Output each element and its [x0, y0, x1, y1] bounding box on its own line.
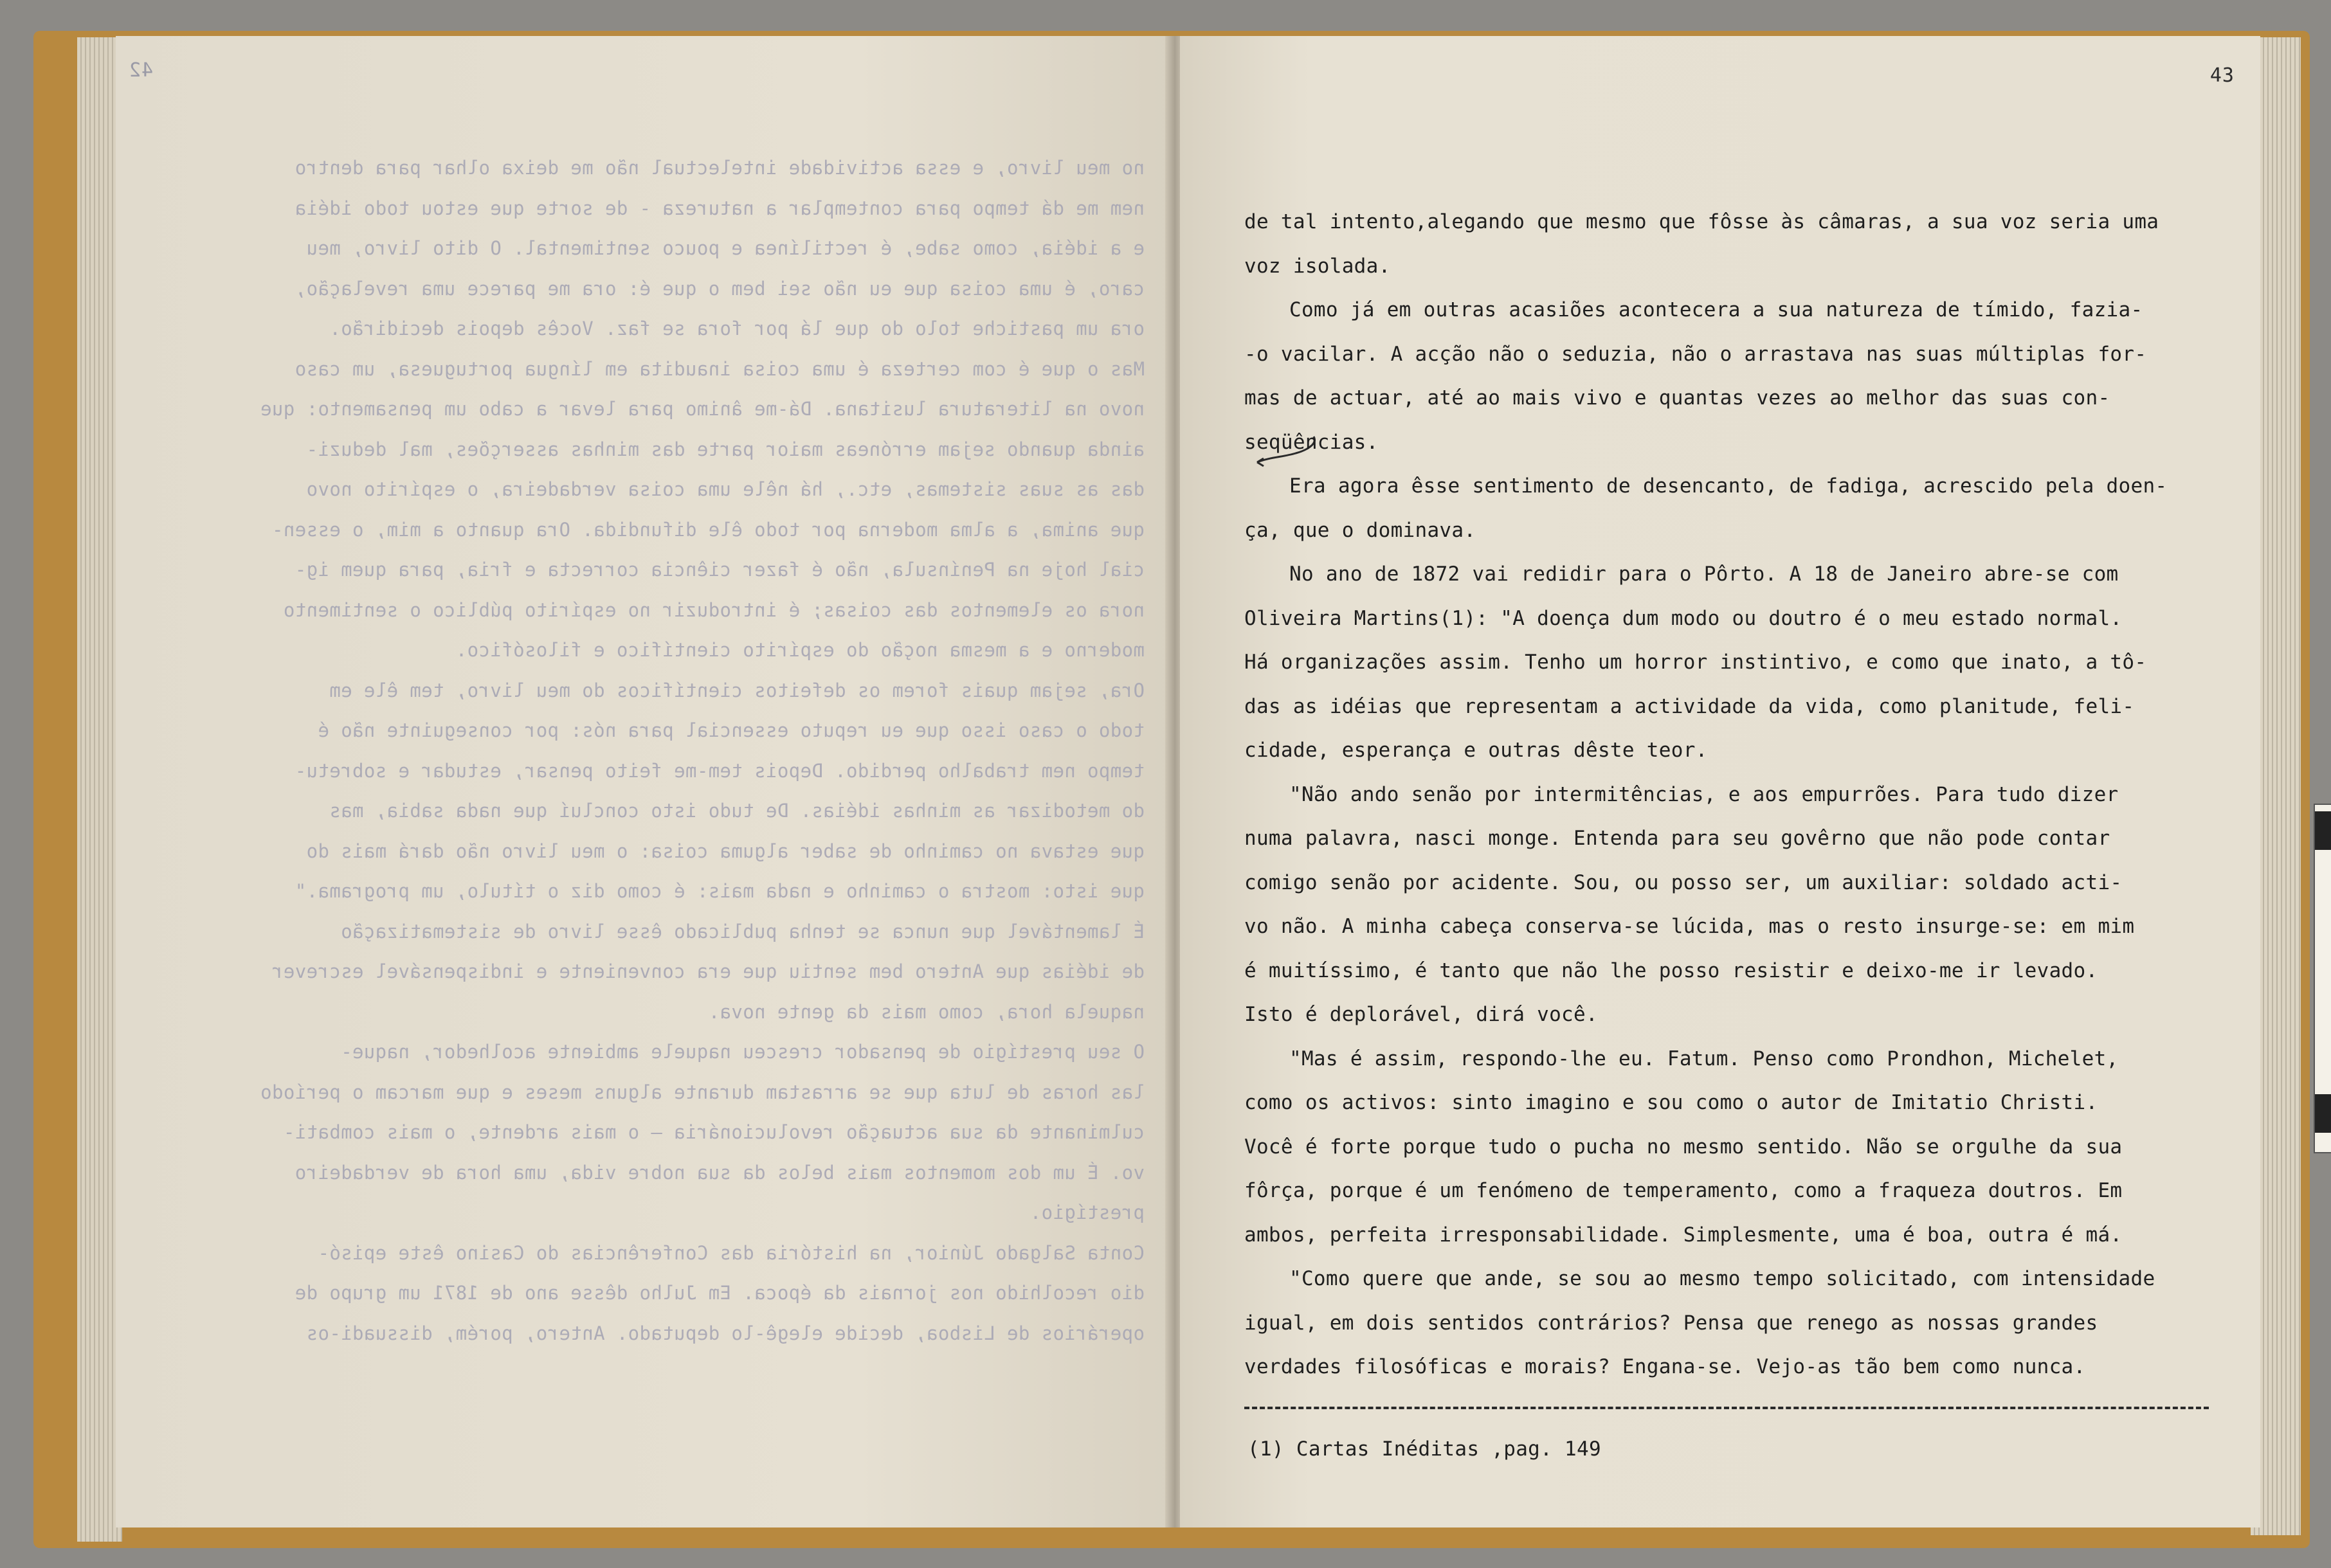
paragraph	[1244, 773, 2247, 1037]
bleed-through-line: prestígio.	[1029, 1202, 1145, 1223]
text-line: Era agora êsse sentimento de desencanto, de fadiga, acrescido pela doen-	[1289, 474, 2168, 498]
paragraph	[1244, 552, 2247, 773]
bleed-through-line: moderno e a mesma noção do espírito científico e filosófico.	[455, 639, 1145, 661]
text-line: mas de actuar, até ao mais vivo e quantas vezes ao melhor das suas con-	[1244, 386, 2110, 410]
bleed-through-line: vo. É um dos momentos mais belos da sua nobre vida, uma hora de verdadeiro	[295, 1161, 1145, 1184]
bleed-through-line: Ora, sejam quais forem os defeitos científicos do meu livro, tem êle em	[329, 679, 1145, 701]
text-line: "Como quere que ande, se sou ao mesmo tempo solicitado, com intensidade	[1289, 1267, 2155, 1290]
bleed-through-line: dio recolhido nos jornais da época. Em Julho dêsse ano de 1871 um grupo de	[295, 1282, 1145, 1304]
right-page-number: 43	[2209, 64, 2235, 87]
text-line: cidade, esperança e outras dêste teor.	[1244, 739, 1708, 762]
paragraph	[1244, 1037, 2247, 1257]
bleed-through-line: ora um pastiche tolo do que lá por fora se faz. Vocês depois decidirão.	[329, 318, 1145, 339]
text-line: -o vacilar. A acção não o seduzia, não o arrastava nas suas múltiplas for-	[1244, 342, 2147, 366]
bleed-through-line: nora os elementos das coisas; é introduzir no espírito público o sentimento	[283, 599, 1145, 621]
text-line: Você é forte porque tudo o pucha no mesmo sentido. Não se orgulhe da sua	[1244, 1135, 2123, 1158]
bleed-through-line: culminante da sua actuação revolucionária — o mais ardente, o mais combati-	[283, 1121, 1145, 1143]
bleed-through-line: no meu livro, e essa actividade intelectual não me deixa olhar para dentro	[295, 157, 1145, 179]
text-line: numa palavra, nasci monge. Entenda para seu govêrno que não pode contar	[1244, 827, 2110, 850]
bleed-through-line: das as suas sistemas, etc., há nêle uma coisa verdadeira, o espírito novo	[306, 478, 1145, 500]
paragraph	[1244, 200, 2247, 288]
bleed-through-line: ainda quando sejam erróneas maior parte das minhas asserções, mal deduzi-	[306, 438, 1145, 460]
text-line: Oliveira Martins(1): "A doença dum modo ou doutro é o meu estado normal.	[1244, 606, 2123, 630]
bleed-through-line: nem me dá tempo para contemplar a natureza - de sorte que estou todo idéia	[295, 197, 1145, 219]
bleed-through-line: naquela hora, como mais da gente nova.	[708, 1000, 1145, 1023]
footnote-divider	[1244, 1407, 2209, 1409]
bleed-through-line: las horas de luta que se arrastam durante alguns meses e que marcam o período	[260, 1081, 1145, 1103]
bleed-through-line: que estava no caminho de saber alguma coisa: o meu livro não dará mais do	[306, 840, 1145, 862]
text-line: vo não. A minha cabeça conserva-se lúcida, mas o resto insurge-se: em mim	[1244, 915, 2135, 938]
text-line: ambos, perfeita irresponsabilidade. Simplesmente, uma é boa, outra é má.	[1244, 1223, 2123, 1247]
bleed-through-line: cial hoje na Península, não é fazer ciência correcta e fria, para quem ig-	[295, 559, 1145, 581]
bleed-through-line: do metodizar as minhas idéias. De tudo isto concluí que nada sabia, mas	[329, 800, 1145, 822]
bleed-through-line: que isto: mostra o caminho e nada mais: é como diz o título, um programa."	[295, 880, 1145, 902]
paragraph	[1244, 288, 2247, 464]
bleed-through-line: caro, é uma coisa que eu não sei bem o que é: ora me parece uma revelação,	[295, 277, 1145, 300]
text-line: seqüências.	[1244, 430, 1379, 454]
bleed-through-line: todo o caso isso que eu reputo essencial para nós: por conseguinte não é	[318, 719, 1145, 741]
text-line: de tal intento,alegando que mesmo que fôsse às câmaras, a sua voz seria uma	[1244, 210, 2159, 233]
text-line: das as idéias que representam a actividade da vida, como planitude, feli-	[1244, 694, 2135, 718]
text-line: Isto é deplorável, dirá você.	[1244, 1003, 1598, 1026]
bleed-through-text	[135, 157, 1145, 1362]
text-line: comigo senão por acidente. Sou, ou posso ser, um auxiliar: soldado acti-	[1244, 870, 2123, 894]
text-line: como os activos: sinto imagino e sou como o autor de Imitatio Christi.	[1244, 1091, 2098, 1114]
paragraph	[1244, 1257, 2247, 1389]
bleed-through-line: É lamentável que nunca se tenha publicado êsse livro de sistematização	[340, 920, 1145, 942]
text-line: "Não ando senão por intermitências, e aos empurrões. Para tudo dizer	[1289, 782, 2119, 806]
text-line: fôrça, porque é um fenómeno de temperamento, como a fraqueza doutros. Em	[1244, 1179, 2123, 1202]
text-line: No ano de 1872 vai redidir para o Pôrto. A 18 de Janeiro abre-se com	[1289, 563, 2119, 586]
text-line: "Mas é assim, respondo-lhe eu. Fatum. Penso como Prondhon, Michelet,	[1289, 1047, 2119, 1070]
color-calibration-strip	[2314, 804, 2331, 1153]
bleed-through-line: novo na literatura lusitana. Dá-me ânimo para levar a cabo um pensamento: que	[260, 398, 1145, 420]
bleed-through-line: O seu prestígio de pensador cresceu naquele ambiente acolhedor, naque-	[340, 1041, 1145, 1063]
text-line: voz isolada.	[1244, 254, 1391, 278]
text-line: é muitíssimo, é tanto que não lhe posso resistir e deixo-me ir levado.	[1244, 959, 2098, 982]
text-line: Há organizações assim. Tenho um horror instintivo, e como que inato, a tô-	[1244, 651, 2147, 674]
left-page-number: 42	[129, 59, 154, 82]
bleed-through-line: Conta Salgado Júnior, na história das Conferências do Casino êste episó-	[318, 1241, 1145, 1264]
bleed-through-line: Mas o que é com certeza é uma coisa inaudita em língua portuguesa, um caso	[295, 357, 1145, 380]
text-line: ça, que o dominava.	[1244, 518, 1476, 542]
left-page	[116, 36, 1170, 1527]
bleed-through-line: de idéias que Antero bem sentiu que era conveniente e indispensável escrever	[271, 960, 1145, 982]
bleed-through-line: tempo nem trabalho perdido. Depois tem-me feito pensar, estudar e sobretu-	[295, 759, 1145, 782]
text-line: Como já em outras acasiões acontecera a sua natureza de tímido, fazia-	[1289, 298, 2143, 321]
bleed-through-line: que anima, a alma moderna por todo êle difundida. Ora quanto a mim, o essen-	[271, 518, 1145, 541]
text-line: verdades filosóficas e morais? Engana-se. Vejo-as tão bem como nunca.	[1244, 1355, 2086, 1378]
right-page	[1180, 36, 2260, 1527]
paragraph	[1244, 464, 2247, 552]
main-text	[1244, 200, 2247, 1389]
bleed-through-line: operários de Lisboa, decide elegê-lo deputado. Antero, porém, dissuadi-os	[306, 1322, 1145, 1344]
footnote: (1) Cartas Inéditas ,pag. 149	[1247, 1437, 1601, 1461]
bleed-through-line: e a idéia, como sabe, é rectilínea e pouco sentimental. O dito livro, meu	[306, 237, 1145, 259]
text-line: igual, em dois sentidos contrários? Pensa que renego as nossas grandes	[1244, 1311, 2098, 1335]
